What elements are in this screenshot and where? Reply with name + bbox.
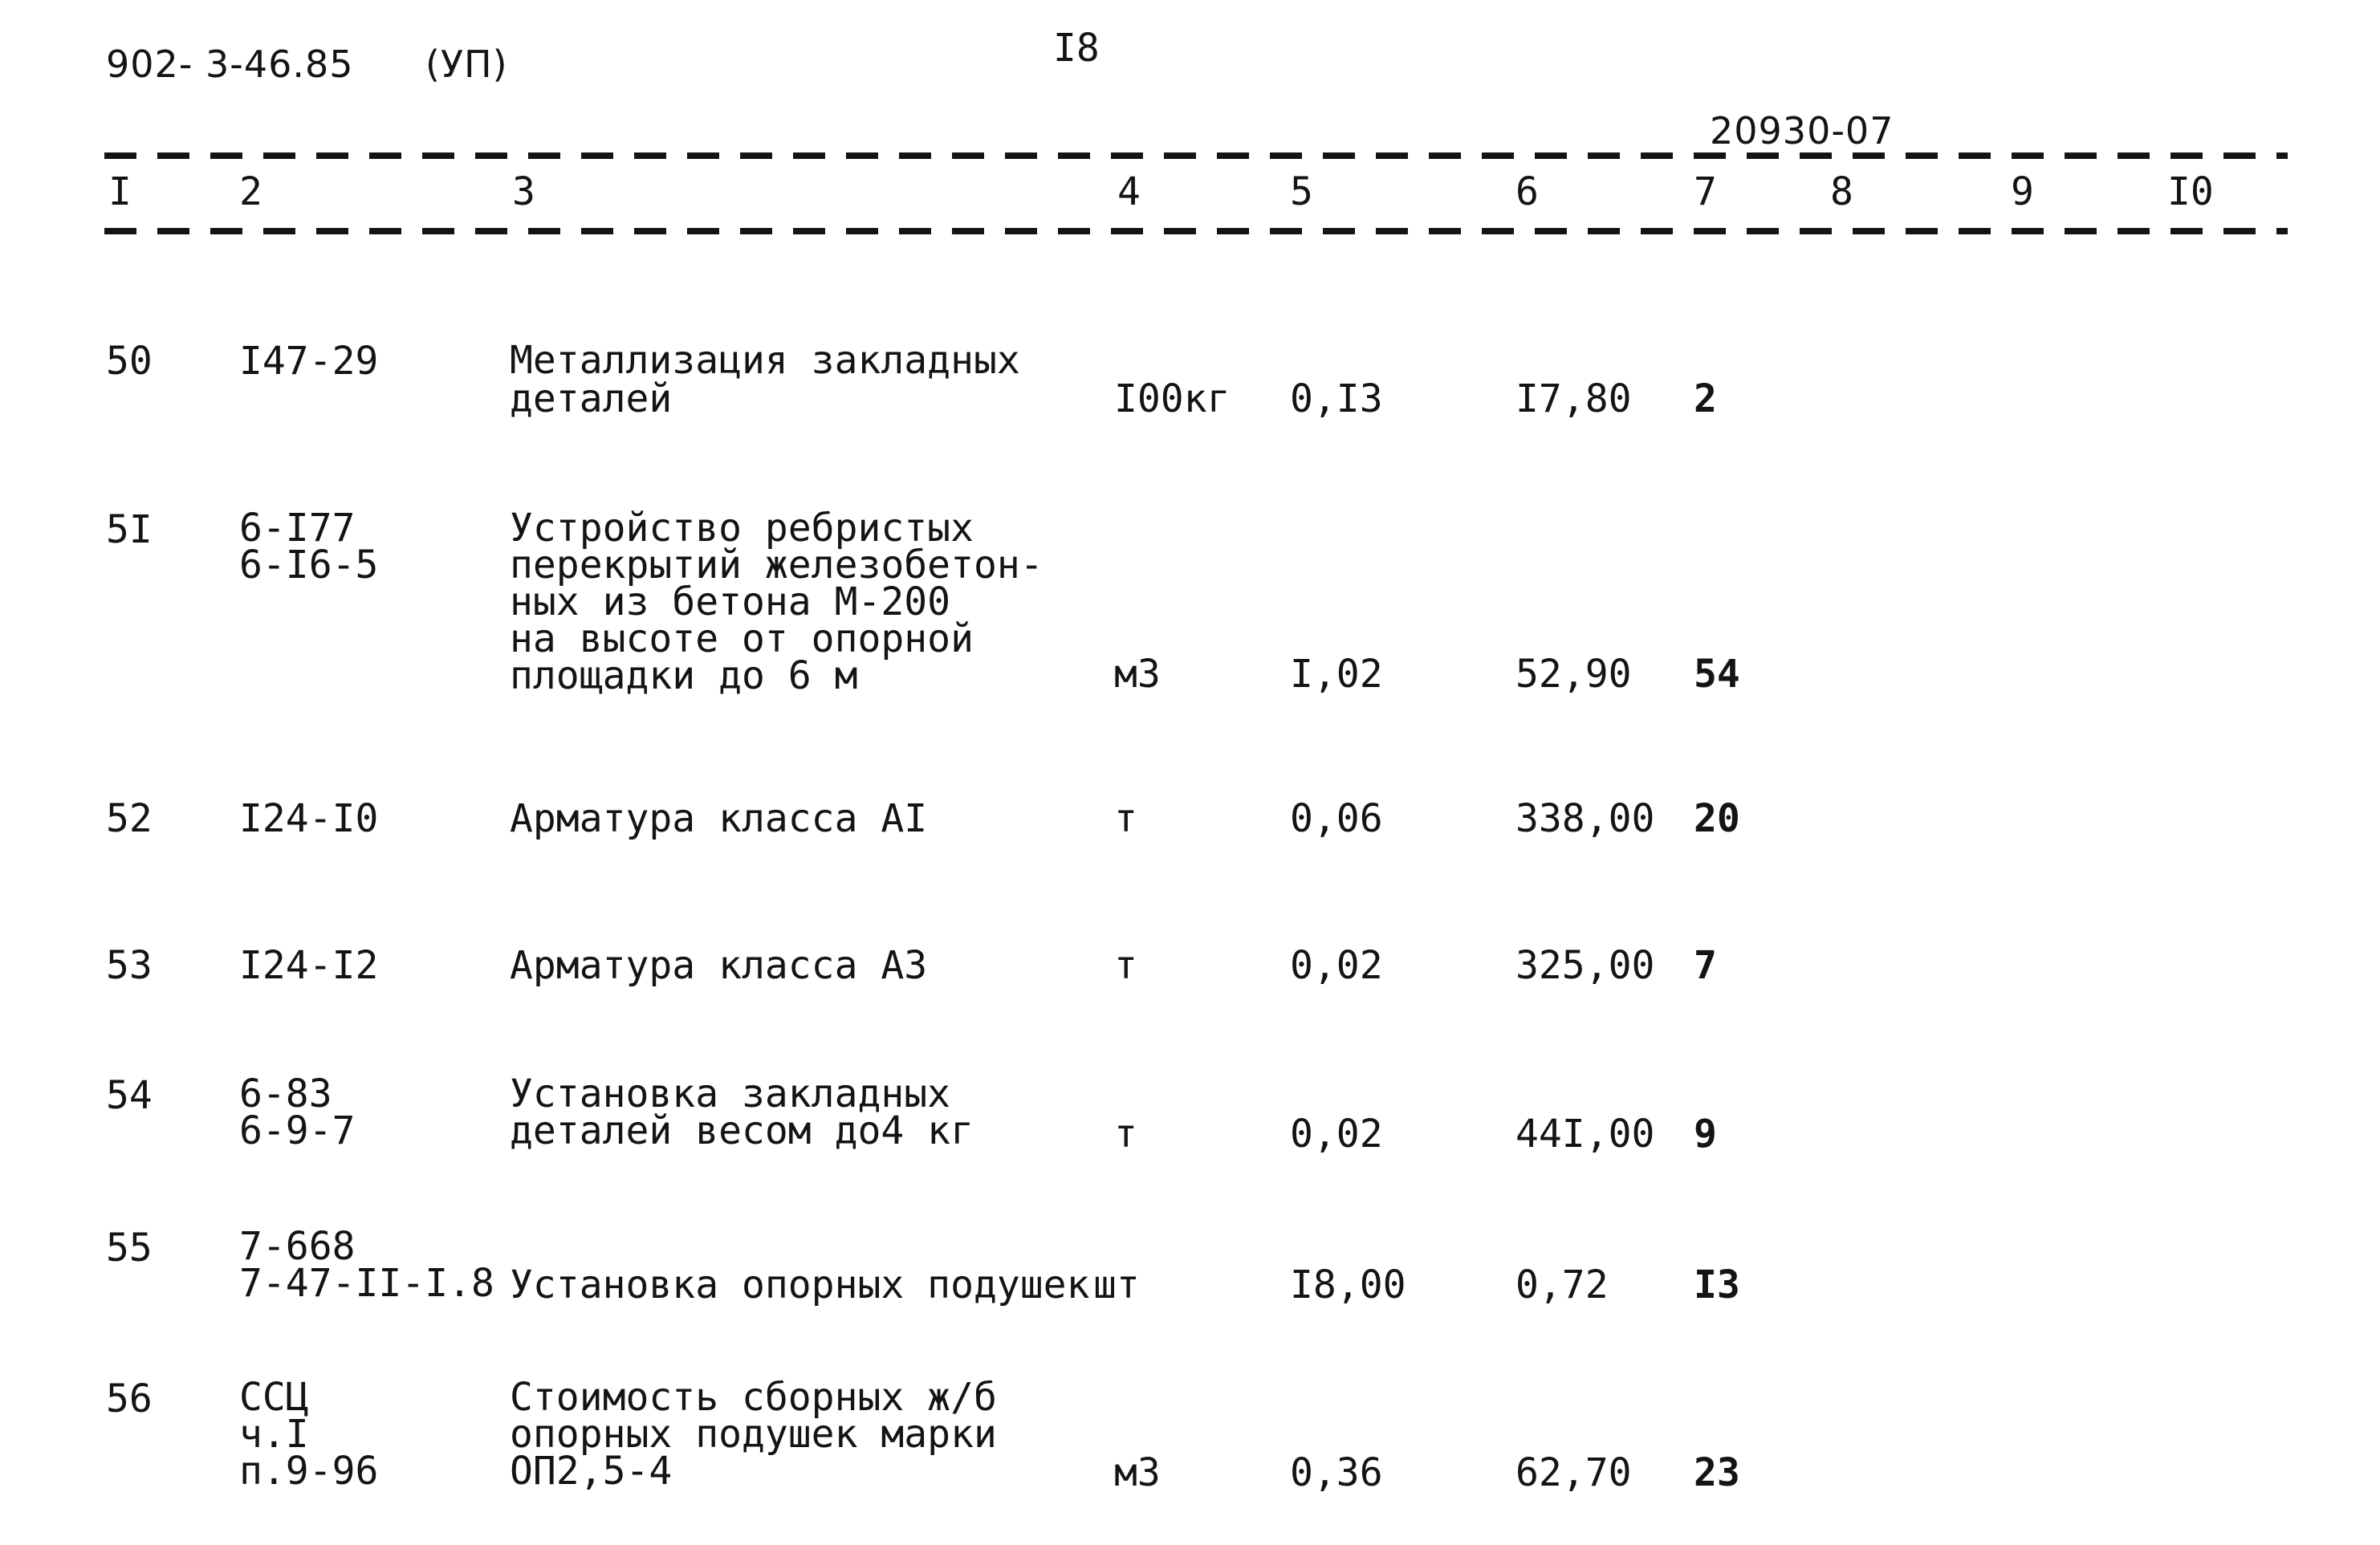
norm-code: I47-29	[239, 339, 379, 384]
header-top-rule	[104, 152, 2288, 159]
norm-code: ССЦ ч.I п.9-96	[239, 1375, 379, 1494]
work-description: Арматура класса АI	[510, 796, 928, 841]
unit-price: I7,80	[1515, 376, 1632, 421]
unit-price: 338,00	[1515, 796, 1655, 841]
row-number: 56	[106, 1376, 153, 1421]
unit: м3	[1114, 652, 1161, 697]
work-description: Установка закладных деталей весом до4 кг	[510, 1071, 974, 1153]
unit: I00кг	[1114, 376, 1231, 421]
column-header-6: 6	[1515, 169, 1539, 214]
unit-price: 62,70	[1515, 1450, 1632, 1495]
header-bottom-rule	[104, 228, 2288, 234]
document-code: 902- 3-46.85	[106, 43, 354, 86]
quantity: 0,02	[1290, 943, 1383, 988]
unit-price: 52,90	[1515, 652, 1632, 697]
total-cost: 23	[1694, 1450, 1740, 1495]
norm-code: 6-I77 6-I6-5	[239, 506, 379, 588]
row-number: 5I	[106, 507, 153, 552]
row-number: 53	[106, 943, 153, 988]
row-number: 54	[106, 1073, 153, 1118]
total-cost: 7	[1694, 943, 1717, 988]
quantity: I,02	[1290, 652, 1383, 697]
column-header-1: I	[108, 169, 132, 214]
row-number: 55	[106, 1226, 153, 1271]
quantity: 0,02	[1290, 1112, 1383, 1157]
inventory-number: 20930-07	[1710, 109, 1894, 152]
column-header-8: 8	[1830, 169, 1853, 214]
total-cost: I3	[1694, 1262, 1740, 1307]
unit-price: 44I,00	[1515, 1112, 1655, 1157]
work-description: Стоимость сборных ж/б опорных подушек марки ОП2,5-4	[510, 1375, 997, 1494]
unit-price: 0,72	[1515, 1262, 1609, 1307]
work-description: Установка опорных подушек	[510, 1262, 1090, 1307]
quantity: 0,36	[1290, 1450, 1383, 1495]
column-header-4: 4	[1117, 169, 1141, 214]
work-description: Арматура класса А3	[510, 943, 928, 988]
unit: т	[1114, 1112, 1137, 1157]
unit: м3	[1114, 1450, 1161, 1495]
unit: т	[1114, 943, 1137, 988]
unit: т	[1114, 796, 1137, 841]
column-header-2: 2	[239, 169, 262, 214]
total-cost: 2	[1694, 376, 1717, 421]
work-description: Устройство ребристых перекрытий железобетон- ных из бетона М-200 на высоте от опорной площадки до 6 м	[510, 506, 1044, 698]
page-number: I8	[1053, 26, 1100, 71]
album-label: (УП)	[425, 43, 508, 86]
column-header-10: I0	[2167, 169, 2214, 214]
norm-code: I24-I2	[239, 943, 379, 988]
norm-code: 6-83 6-9-7	[239, 1071, 356, 1153]
total-cost: 54	[1694, 652, 1740, 697]
column-header-9: 9	[2011, 169, 2034, 214]
quantity: I8,00	[1290, 1262, 1406, 1307]
norm-code: I24-I0	[239, 796, 379, 841]
column-header-5: 5	[1290, 169, 1313, 214]
column-header-7: 7	[1694, 169, 1717, 214]
total-cost: 20	[1694, 796, 1740, 841]
quantity: 0,I3	[1290, 376, 1383, 421]
unit-price: 325,00	[1515, 943, 1655, 988]
total-cost: 9	[1694, 1112, 1717, 1157]
quantity: 0,06	[1290, 796, 1383, 841]
norm-code: 7-668 7-47-II-I.8	[239, 1224, 494, 1306]
unit: шт	[1093, 1262, 1140, 1307]
work-description: Металлизация закладных деталей	[510, 338, 1020, 421]
row-number: 52	[106, 796, 153, 841]
column-header-3: 3	[512, 169, 535, 214]
row-number: 50	[106, 339, 153, 384]
